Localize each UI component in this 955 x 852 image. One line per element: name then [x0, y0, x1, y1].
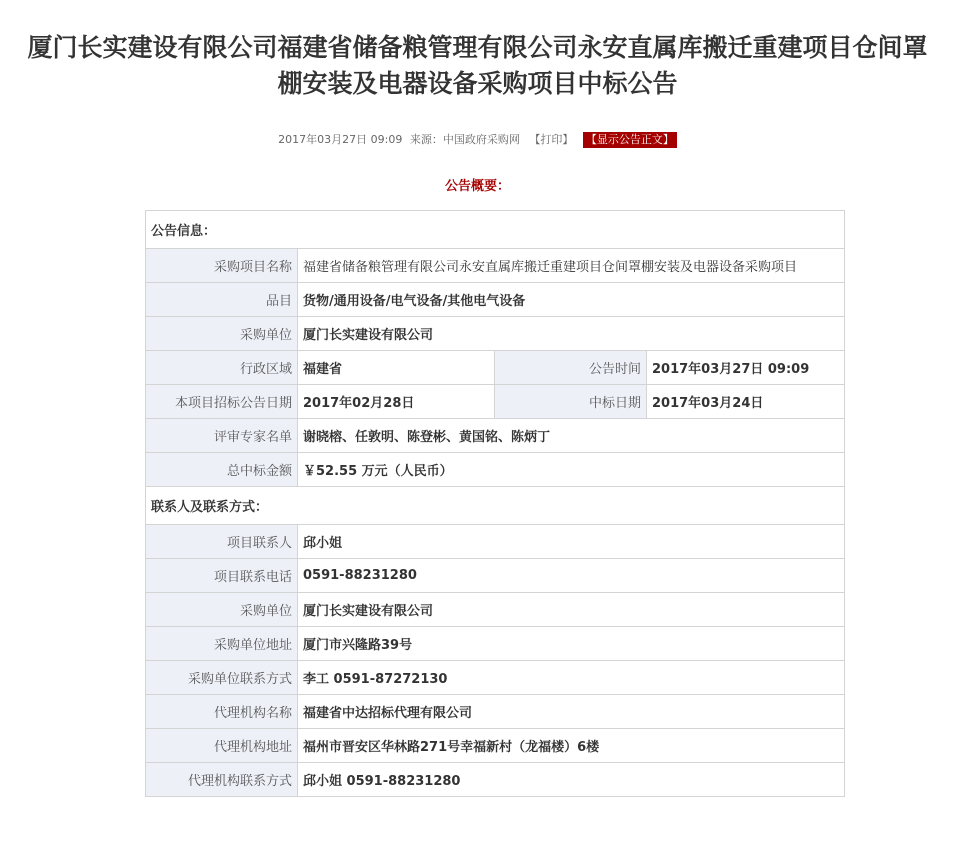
- row-value: ￥52.55 万元（人民币）: [298, 453, 845, 487]
- table-row: [146, 559, 845, 593]
- row-label: 评审专家名单: [146, 419, 298, 453]
- row-label: 采购项目名称: [146, 249, 298, 283]
- table-row: [146, 525, 845, 559]
- row-label: 公告时间: [495, 351, 647, 385]
- table-row: [146, 283, 845, 317]
- page-title: [10, 30, 945, 102]
- publish-date: 2017年03月27日 09:09: [278, 133, 403, 146]
- row-value: 邱小姐 0591-88231280: [298, 763, 845, 797]
- row-value: 厦门长实建设有限公司: [298, 317, 845, 351]
- row-label: 采购单位地址: [146, 627, 298, 661]
- row-label: 本项目招标公告日期: [146, 385, 298, 419]
- table-row: [146, 763, 845, 797]
- section-heading-contacts: 联系人及联系方式：: [146, 487, 845, 525]
- row-label: 采购单位: [146, 317, 298, 351]
- row-value: 福建省储备粮管理有限公司永安直属库搬迁重建项目仓间罩棚安装及电器设备采购项目: [298, 249, 845, 283]
- announcement-info-table: [145, 210, 845, 797]
- table-row: [146, 695, 845, 729]
- row-value: 货物/通用设备/电气设备/其他电气设备: [298, 283, 845, 317]
- table-row: [146, 385, 845, 419]
- table-row: [146, 249, 845, 283]
- row-value: 厦门市兴隆路39号: [298, 627, 845, 661]
- row-value: 2017年03月27日 09:09: [647, 351, 845, 385]
- table-row: [146, 317, 845, 351]
- section-heading-announcement: 公告信息：: [146, 211, 845, 249]
- row-value: 2017年02月28日: [298, 385, 495, 419]
- row-label: 项目联系人: [146, 525, 298, 559]
- meta-bar: [0, 132, 955, 148]
- row-label: 采购单位: [146, 593, 298, 627]
- section-row: [146, 211, 845, 249]
- table-row: [146, 453, 845, 487]
- row-label: 代理机构联系方式: [146, 763, 298, 797]
- row-label: 采购单位联系方式: [146, 661, 298, 695]
- table-row: [146, 661, 845, 695]
- row-label: 行政区域: [146, 351, 298, 385]
- row-value: 福建省: [298, 351, 495, 385]
- row-value: 福建省中达招标代理有限公司: [298, 695, 845, 729]
- table-row: [146, 593, 845, 627]
- source-label: 来源：: [409, 133, 443, 146]
- row-value: 李工 0591-87272130: [298, 661, 845, 695]
- title-line-2: 棚安装及电器设备采购项目中标公告: [277, 69, 678, 98]
- show-full-text-button[interactable]: 【显示公告正文】: [583, 132, 677, 148]
- row-value: 谢晓榕、任敦明、陈登彬、黄国铭、陈炳丁: [298, 419, 845, 453]
- table-row: [146, 419, 845, 453]
- summary-title: 公告概要：: [444, 179, 510, 194]
- row-label: 代理机构名称: [146, 695, 298, 729]
- table-row: [146, 351, 845, 385]
- row-value: 邱小姐: [298, 525, 845, 559]
- source-name: 中国政府采购网: [442, 133, 520, 146]
- row-label: 品目: [146, 283, 298, 317]
- row-label: 项目联系电话: [146, 559, 298, 593]
- row-value: 2017年03月24日: [647, 385, 845, 419]
- row-label: 中标日期: [495, 385, 647, 419]
- row-label: 代理机构地址: [146, 729, 298, 763]
- row-value: 厦门长实建设有限公司: [298, 593, 845, 627]
- print-link[interactable]: 【打印】: [529, 133, 574, 146]
- row-label: 总中标金额: [146, 453, 298, 487]
- table-row: [146, 729, 845, 763]
- row-value: 福州市晋安区华林路271号幸福新村（龙福楼）6楼: [298, 729, 845, 763]
- row-value: 0591-88231280: [298, 559, 845, 593]
- section-row: [146, 487, 845, 525]
- title-line-1: 厦门长实建设有限公司福建省储备粮管理有限公司永安直属库搬迁重建项目仓间罩: [27, 33, 928, 62]
- table-row: [146, 627, 845, 661]
